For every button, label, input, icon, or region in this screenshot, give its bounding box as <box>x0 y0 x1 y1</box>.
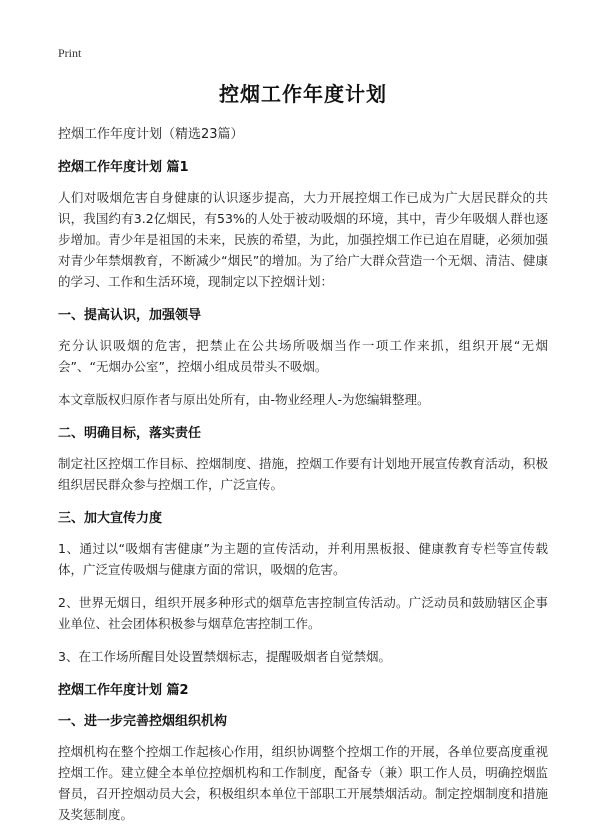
article-1-intro: 人们对吸烟危害自身健康的认识逐步提高，大力开展控烟工作已成为广大居民群众的共识，我国约有3.2亿烟民，有53%的人处于被动吸烟的环境，其中，青少年吸烟人群也逐步增加。青少年是祖国的未来，民族的希望，为此，加强控烟工作已迫在眉睫，必须加强对青少年禁烟教育，不断减少“烟民”的增加。为了给广大群众营造一个无烟、清洁、健康的学习、工作和生活环境，现制定以下控烟计划： <box>58 190 548 289</box>
document-subtitle: 控烟工作年度计划（精选23篇） <box>58 127 244 142</box>
article-1-heading-1: 一、提高认识，加强领导 <box>58 308 202 323</box>
article-1-title: 控烟工作年度计划 篇1 <box>58 160 189 175</box>
print-link[interactable]: Print <box>58 46 82 60</box>
page-title: 控烟工作年度计划 <box>219 82 387 106</box>
article-2-heading-1: 一、进一步完善控烟组织机构 <box>58 714 228 729</box>
article-1-heading-2: 二、明确目标，落实责任 <box>58 426 202 441</box>
article-2-title: 控烟工作年度计划 篇2 <box>58 683 189 698</box>
copyright-note: 本文章版权归原作者与原出处所有，由-物业经理人-为您编辑整理。 <box>58 392 430 407</box>
article-1-paragraph-3-2: 2、世界无烟日，组织开展多种形式的烟草危害控制宣传活动。广泛动员和鼓励辖区企事业单位、社会团体积极参与烟草危害控制工作。 <box>58 595 548 631</box>
article-1-paragraph-3-3: 3、在工作场所醒目处设置禁烟标志，提醒吸烟者自觉禁烟。 <box>58 649 391 664</box>
article-1-paragraph-3-1: 1、通过以“吸烟有害健康”为主题的宣传活动，并利用黑板报、健康教育专栏等宣传载体，广泛宣传吸烟与健康方面的常识，吸烟的危害。 <box>58 541 548 577</box>
article-1-paragraph-1: 充分认识吸烟的危害，把禁止在公共场所吸烟当作一项工作来抓，组织开展“无烟会”、“无烟办公室”，控烟小组成员带头不吸烟。 <box>58 338 548 374</box>
article-2-paragraph-1: 控烟机构在整个控烟工作起核心作用，组织协调整个控烟工作的开展，各单位要高度重视控烟工作。建立健全本单位控烟机构和工作制度，配备专（兼）职工作人员，明确控烟监督员，召开控烟动员大会，积极组织本单位干部职工开展禁烟活动。制定控烟制度和措施及奖惩制度。 <box>58 744 548 822</box>
article-1-paragraph-2: 制定社区控烟工作目标、控烟制度、措施，控烟工作要有计划地开展宣传教育活动，积极组织居民群众参与控烟工作，广泛宣传。 <box>58 456 548 492</box>
document-body <box>58 78 548 837</box>
article-1-heading-3: 三、加大宣传力度 <box>58 511 163 526</box>
